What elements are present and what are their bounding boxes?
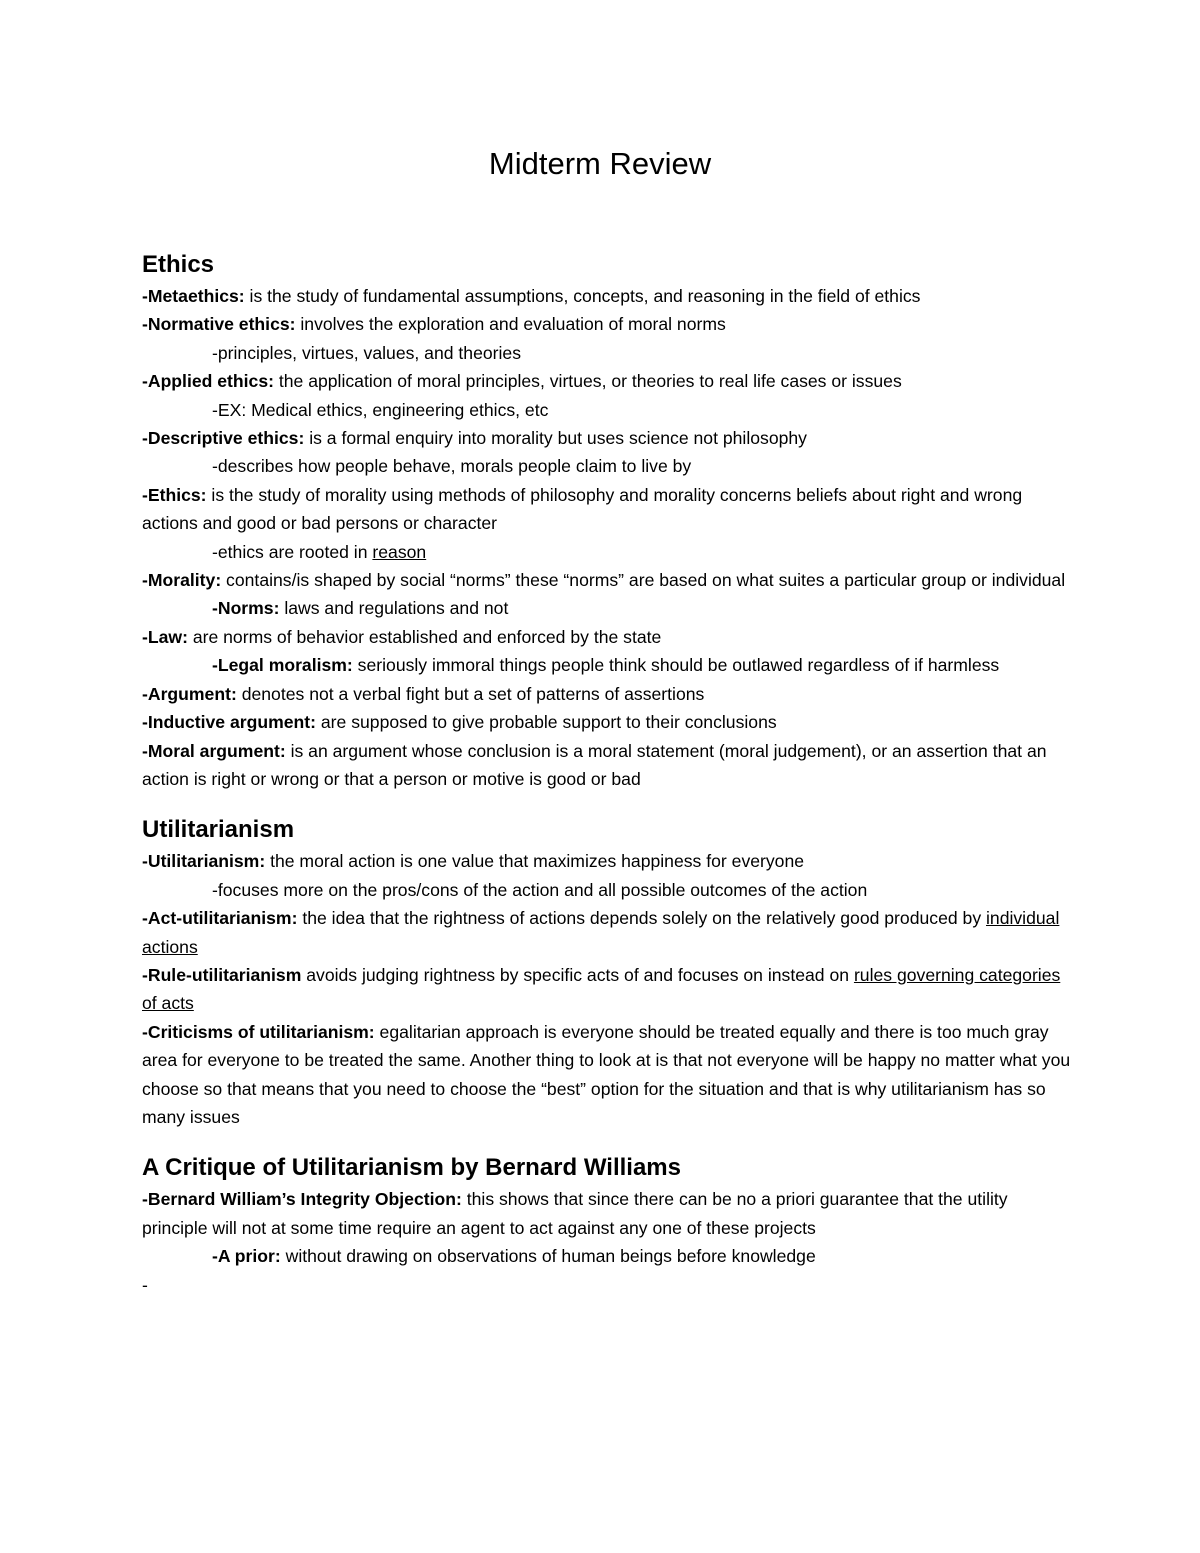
definition-criticisms — [142, 1018, 1072, 1132]
term: -Metaethics: — [142, 286, 245, 306]
empty-bullet: - — [142, 1274, 148, 1295]
sub-point — [142, 538, 1072, 566]
term: -Norms: — [212, 598, 280, 619]
sub-point: -principles, virtues, values, and theories — [212, 342, 522, 363]
term: -Normative ethics: — [142, 314, 296, 335]
definition-descriptive-ethics — [142, 424, 1072, 452]
underlined-text: rules governing categories of acts — [142, 964, 1061, 1014]
definition-text: without drawing on observations of human beings before knowledge — [280, 1246, 816, 1267]
definition-inductive-argument — [142, 708, 1072, 736]
definition-text: involves the exploration and evaluation of moral norms — [295, 314, 726, 335]
definition-normative-ethics — [142, 310, 1072, 338]
definition-argument — [142, 680, 1072, 708]
definition-integrity-objection — [142, 1185, 1072, 1242]
page-title: Midterm Review — [488, 146, 712, 181]
section-heading-critique: A Critique of Utilitarianism by Bernard Williams — [142, 1154, 681, 1182]
term: -Morality: — [142, 570, 222, 591]
sub-point-text: -ethics are rooted in — [212, 541, 373, 562]
term: -Law: — [142, 626, 188, 647]
definition-morality — [142, 566, 1072, 594]
definition-text: are supposed to give probable support to their conclusions — [316, 712, 777, 733]
definition-text: laws and regulations and not — [279, 598, 509, 619]
term: -Applied ethics: — [142, 371, 274, 392]
definition-text: the application of moral principles, virtues, or theories to real life cases or issues — [273, 371, 902, 392]
section-heading-utilitarianism: Utilitarianism — [142, 816, 295, 844]
definition-a-prior — [142, 1242, 1072, 1270]
definition-text: avoids judging rightness by specific acts of and focuses on instead on — [301, 964, 854, 985]
definition-text: the idea that the rightness of actions depends solely on the relatively good produced by — [297, 908, 986, 929]
definition-text: egalitarian approach is everyone should be treated equally and there is too much gray area for everyone to be treated the same. Another thing to look at is that not everyone will be happy no matter what you choose so that means that you need to choose the “best” option for the situation and that is why utilitarianism has so many issues — [142, 1021, 1071, 1127]
definition-applied-ethics — [142, 367, 1072, 395]
definition-text: denotes not a verbal fight but a set of patterns of assertions — [236, 683, 705, 704]
definition-moral-argument — [142, 737, 1072, 794]
definition-rule-utilitarianism — [142, 961, 1072, 1018]
term: -Moral argument: — [142, 740, 286, 761]
definition-legal-moralism — [142, 651, 1072, 679]
term: -Utilitarianism: — [142, 851, 266, 872]
underlined-text: reason — [372, 541, 427, 562]
section-heading-ethics: Ethics — [142, 251, 215, 278]
definition-text: is the study of fundamental assumptions, concepts, and reasoning in the field of ethics — [244, 286, 921, 306]
definition-text: is an argument whose conclusion is a moral statement (moral judgement), or an assertion that an action is right or wrong or that a person or motive is good or bad — [142, 740, 1047, 789]
term: -Legal moralism: — [212, 655, 353, 676]
term: -Rule-utilitarianism — [142, 964, 302, 985]
term: -Argument: — [142, 683, 237, 704]
term: -Act-utilitarianism: — [142, 908, 298, 929]
definition-ethics — [142, 481, 1072, 538]
term: -Bernard William’s Integrity Objection: — [142, 1189, 462, 1210]
sub-point: -describes how people behave, morals people claim to live by — [212, 456, 692, 477]
sub-point: -focuses more on the pros/cons of the action and all possible outcomes of the action — [212, 879, 868, 900]
definition-text: is the study of morality using methods of philosophy and morality concerns beliefs about right and wrong actions and good or bad persons or character — [142, 484, 1023, 534]
underlined-text: individual actions — [142, 908, 1060, 957]
term: -Descriptive ethics: — [142, 428, 305, 449]
definition-act-utilitarianism — [142, 904, 1072, 961]
term: -Ethics: — [142, 484, 207, 505]
sub-point: -EX: Medical ethics, engineering ethics, etc — [212, 399, 549, 420]
term: -Criticisms of utilitarianism: — [142, 1021, 375, 1042]
definition-utilitarianism — [142, 847, 1072, 875]
definition-text: the moral action is one value that maximizes happiness for everyone — [265, 851, 805, 872]
definition-text: this shows that since there can be no a priori guarantee that the utility principle will not at some time require an agent to act against any one of these projects — [142, 1189, 1008, 1238]
definition-metaethics — [142, 282, 1072, 310]
definition-text: is a formal enquiry into morality but uses science not philosophy — [304, 428, 807, 449]
definition-law — [142, 623, 1072, 651]
document-body — [142, 248, 1072, 1299]
definition-text: seriously immoral things people think should be outlawed regardless of if harmless — [352, 655, 1000, 676]
term: -Inductive argument: — [142, 712, 316, 733]
definition-norms — [142, 594, 1072, 622]
term: -A prior: — [212, 1246, 281, 1267]
definition-text: contains/is shaped by social “norms” these “norms” are based on what suites a particular group or individual — [221, 570, 1066, 591]
definition-text: are norms of behavior established and enforced by the state — [187, 626, 662, 647]
